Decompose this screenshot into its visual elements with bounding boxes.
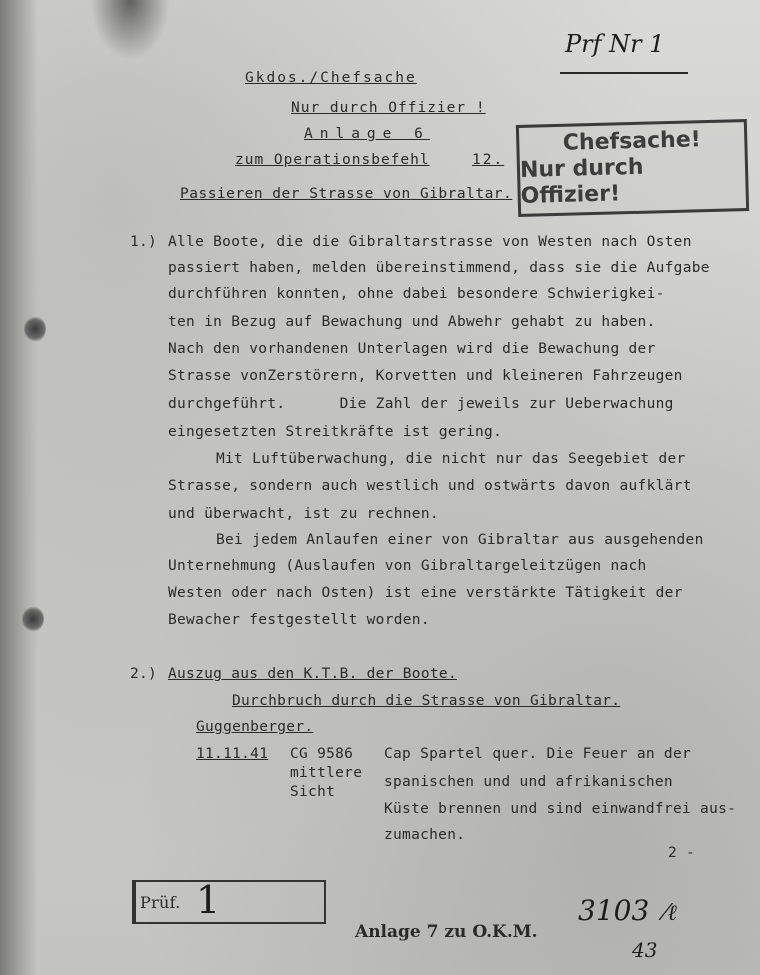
annex-line: Anlage 6 <box>304 126 430 142</box>
entry-text-line: spanischen und und afrikanischen <box>384 774 673 790</box>
section1-line: durchgeführt. Die Zahl der jeweils zur Ueberwachung <box>168 396 674 412</box>
entry-visibility-2: Sicht <box>290 784 336 800</box>
entry-text-line: Cap Spartel quer. Die Feuer an der <box>384 746 692 762</box>
section1-para2-line: und überwacht, ist zu rechnen. <box>168 506 439 522</box>
operation-order-number: 12. <box>472 152 505 168</box>
check-label: Prüf. <box>140 893 181 912</box>
handwritten-scribble: ⁄ℓ <box>664 901 677 926</box>
officer-only-line: Nur durch Offizier ! <box>291 100 486 116</box>
section1-number: 1.) <box>130 234 158 250</box>
top-ref-underline <box>560 72 688 74</box>
next-page-marker: 2 - <box>668 845 696 861</box>
section1-para3-line: Unternehmung (Auslaufen von Gibraltargeleitzügen nach <box>168 558 647 574</box>
stamp-line-2: Nur durch Offizier! <box>519 154 644 209</box>
section1-line: passiert haben, melden übereinstimmend, dass sie die Aufgabe <box>168 260 710 276</box>
section1-line: eingesetzten Streitkräfte ist gering. <box>168 424 503 440</box>
check-number: 1 <box>196 878 221 922</box>
stamp-line-1: Chefsache! <box>562 127 702 156</box>
binder-edge <box>0 0 38 975</box>
section1-line: ten in Bezug auf Bewachung und Abwehr gehabt zu haben. <box>168 314 656 330</box>
section1-para3-line: Westen oder nach Osten) ist eine verstärkte Tätigkeit der <box>168 585 683 601</box>
section1-para3-line: Bei jedem Anlaufen einer von Gibraltar aus ausgehenden <box>216 532 704 548</box>
document-title: Passieren der Strasse von Gibraltar. <box>180 186 513 202</box>
section1-line: Nach den vorhandenen Unterlagen wird die Bewachung der <box>168 341 656 357</box>
entry-text-line: Küste brennen und sind einwandfrei aus- <box>384 801 737 817</box>
section2-heading: Auszug aus den K.T.B. der Boote. <box>168 666 457 682</box>
handwritten-page-number: 43 <box>632 938 658 962</box>
section2-subheading: Durchbruch durch die Strasse von Gibraltar. <box>232 693 621 709</box>
section1-para2-line: Mit Luftüberwachung, die nicht nur das Seegebiet der <box>216 451 686 467</box>
entry-grid: CG 9586 <box>290 746 354 762</box>
section2-number: 2.) <box>130 666 158 682</box>
handwritten-top-ref: Prf Nr 1 <box>565 30 665 58</box>
section1-line: durchführen konnten, ohne dabei besondere Schwierigkei- <box>168 286 665 302</box>
entry-visibility-1: mittlere <box>290 765 363 781</box>
entry-text-line: zumachen. <box>384 827 466 843</box>
okm-annex-stamp: Anlage 7 zu O.K.M. <box>355 922 538 942</box>
section1-line: Alle Boote, die die Gibraltarstrasse von Westen nach Osten <box>168 234 692 250</box>
punch-hole-upper <box>24 316 46 342</box>
scan-shadow <box>90 0 170 60</box>
classification-header: Gkdos./Chefsache <box>245 70 417 86</box>
section1-para3-line: Bewacher festgestellt worden. <box>168 612 430 628</box>
boat-commander: Guggenberger. <box>196 719 314 735</box>
section1-para2-line: Strasse, sondern auch westlich und ostwärts davon aufklärt <box>168 478 692 494</box>
entry-date: 11.11.41 <box>196 746 269 762</box>
secret-stamp <box>516 119 749 217</box>
handwritten-bottom-ref: 3103 <box>578 894 650 927</box>
operation-order-line: zum Operationsbefehl <box>235 152 430 168</box>
section1-line: Strasse vonZerstörern, Korvetten und kleineren Fahrzeugen <box>168 368 683 384</box>
punch-hole-lower <box>22 606 44 632</box>
